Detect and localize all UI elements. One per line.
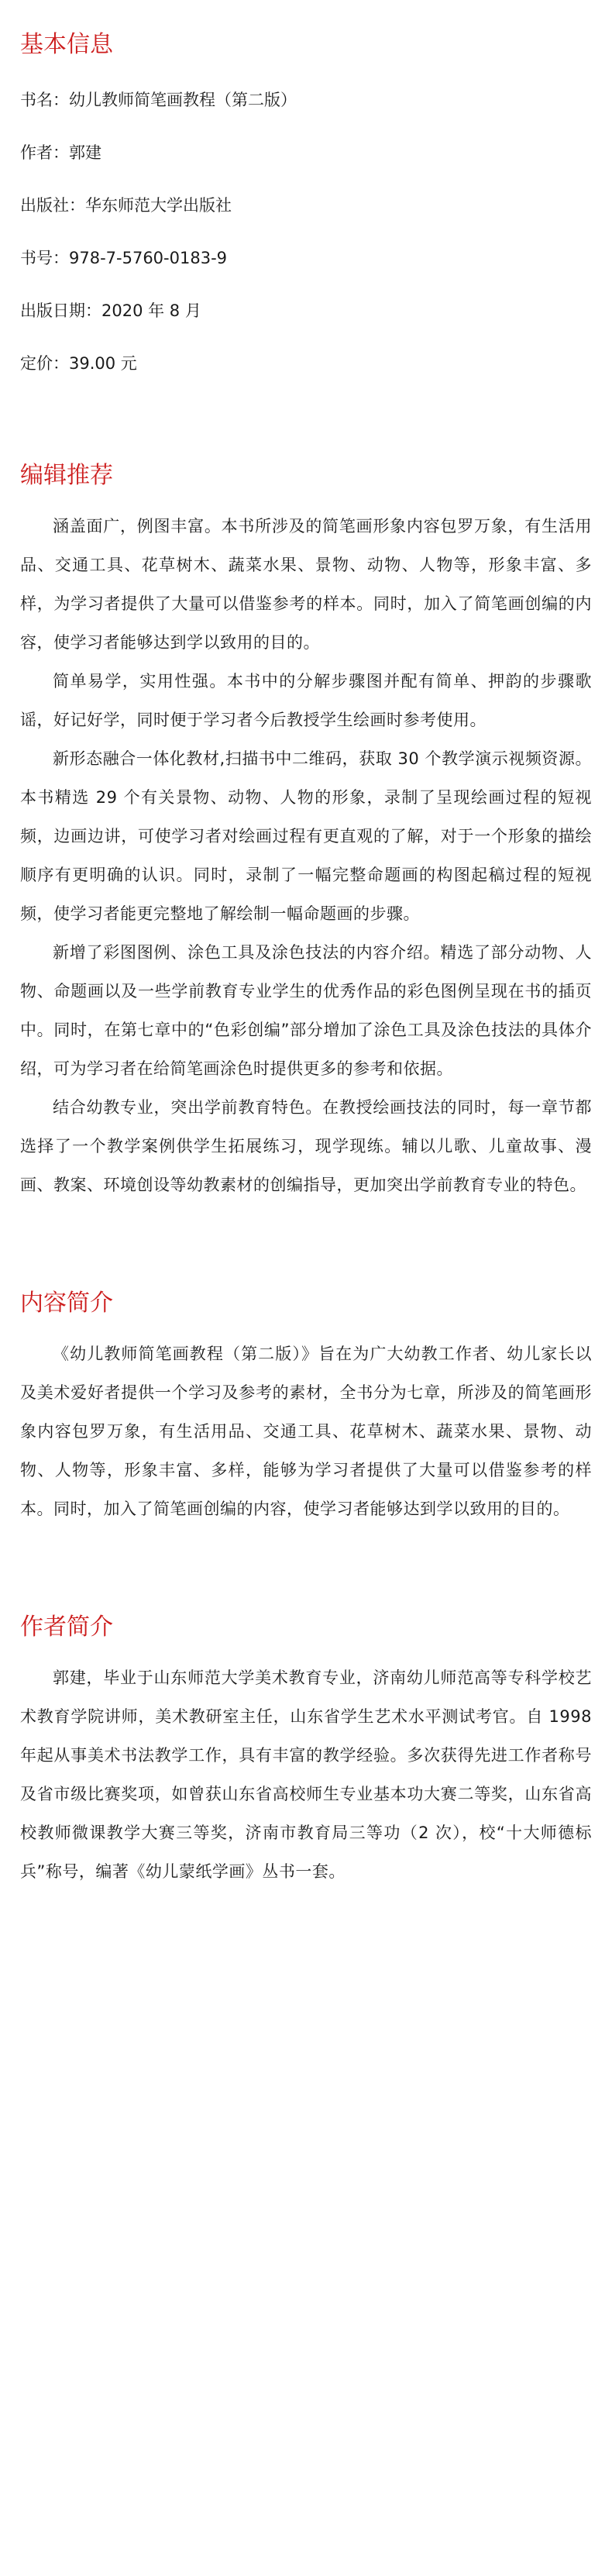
recommend-paragraph: 新形态融合一体化教材,扫描书中二维码，获取 30 个教学演示视频资源。本书精选 29 个有关景物、动物、人物的形象，录制了呈现绘画过程的短视频，边画边讲，可使学习者对绘画过程有更直观的了解，对于一个形象的描绘顺序有更明确的认识。同时，录制了一幅完整命题画的构图起稿过程的短视频，使学习者能更完整地了解绘制一幅命题画的步骤。 [20,749,592,923]
recommend-paragraph: 新增了彩图图例、涂色工具及涂色技法的内容介绍。精选了部分动物、人物、命题画以及一些学前教育专业学生的优秀作品的彩色图例呈现在书的插页中。同时，在第七章中的“色彩创编”部分增加了涂色工具及涂色技法的具体介绍，可为学习者在给简笔画涂色时提供更多的参考和依据。 [20,943,592,1078]
recommend-paragraph: 结合幼教专业，突出学前教育特色。在教授绘画技法的同时，每一章节都选择了一个教学案例供学生拓展练习，现学现练。辅以儿歌、儿童故事、漫画、教案、环境创设等幼教素材的创编指导，更加突出学前教育专业的特色。 [20,1098,592,1194]
author-intro-section [20,1610,592,1891]
content-intro-title: 内容简介 [20,1290,113,1317]
recommend-paragraph: 涵盖面广，例图丰富。本书所涉及的简笔画形象内容包罗万象，有生活用品、交通工具、花草树木、蔬菜水果、景物、动物、人物等，形象丰富、多样，为学习者提供了大量可以借鉴参考的样本。同时，加入了简笔画创编的内容，使学习者能够达到学以致用的目的。 [20,517,592,652]
author-intro-body [20,1658,592,1891]
recommend-paragraph: 简单易学，实用性强。本书中的分解步骤图并配有简单、押韵的步骤歌谣，好记好学，同时便于学习者今后教授学生绘画时参考使用。 [20,672,592,729]
book-name-row: 书名：幼儿教师简笔画教程（第二版） [20,91,297,109]
publisher-row: 出版社：华东师范大学出版社 [20,196,232,215]
editor-recommend-title: 编辑推荐 [20,462,113,489]
publish-date-row: 出版日期：2020 年 8 月 [20,301,201,320]
editor-recommend-body [20,507,592,1204]
editor-recommend-section [20,459,592,1204]
isbn-row: 书号：978-7-5760-0183-9 [20,249,228,267]
content-intro-body [20,1334,592,1528]
basic-info-title: 基本信息 [20,31,113,58]
author-intro-title: 作者简介 [20,1613,113,1641]
basic-info-list [20,87,592,377]
author-intro-paragraph: 郭建，毕业于山东师范大学美术教育专业，济南幼儿师范高等专科学校艺术教育学院讲师，美术教研室主任，山东省学生艺术水平测试考官。自 1998 年起从事美术书法教学工作，具有丰富的教学经验。多次获得先进工作者称号及省市级比赛奖项，如曾获山东省高校师生专业基本功大赛二等奖，山东省高校教师微课教学大赛三等奖，济南市教育局三等功（2 次），校“十大师德标兵”称号，编著《幼儿蒙纸学画》丛书一套。 [20,1669,592,1881]
author-row: 作者：郭建 [20,143,101,162]
content-intro-section [20,1286,592,1528]
basic-info-section [20,0,592,377]
price-row: 定价：39.00 元 [20,354,137,373]
content-intro-paragraph: 《幼儿教师简笔画教程（第二版）》旨在为广大幼教工作者、幼儿家长以及美术爱好者提供一个学习及参考的素材，全书分为七章，所涉及的简笔画形象内容包罗万象，有生活用品、交通工具、花草树木、蔬菜水果、景物、动物、人物等，形象丰富、多样，能够为学习者提供了大量可以借鉴参考的样本。同时，加入了简笔画创编的内容，使学习者能够达到学以致用的目的。 [20,1345,592,1518]
